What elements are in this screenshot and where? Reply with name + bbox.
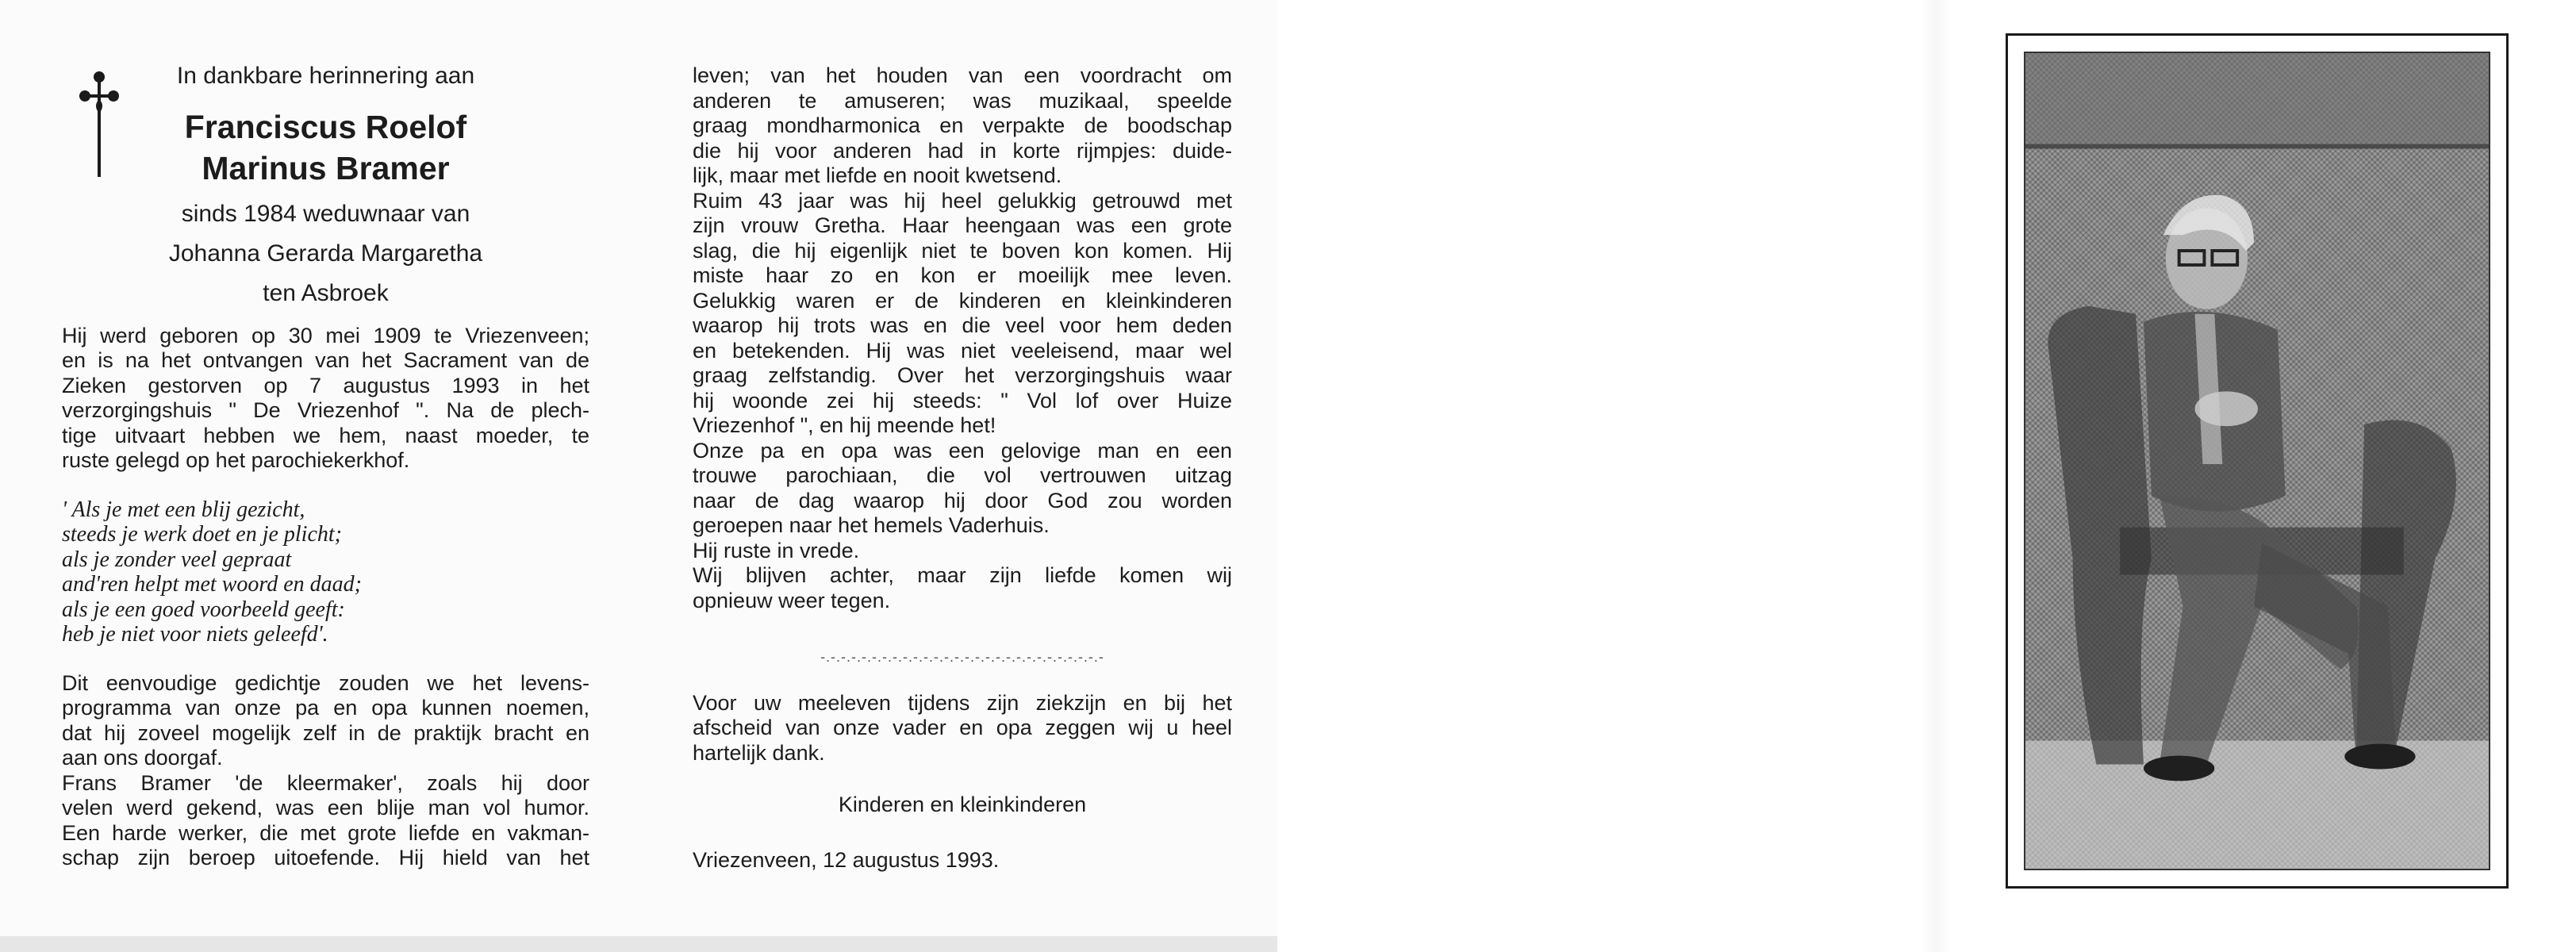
poem-line: and'ren helpt met woord en daad; — [62, 572, 362, 597]
text-line: Ruim 43 jaar was hij heel gelukkig getrouwd met — [693, 188, 1232, 213]
poem-line: als je zonder veel gepraat — [62, 547, 292, 572]
fold-line — [1920, 0, 1952, 952]
text-line: Hij ruste in vrede. — [693, 538, 860, 562]
text-line: Een harde werker, die met grote liefde en vakman- — [62, 820, 589, 845]
text-line: programma van onze pa en opa kunnen noemen, — [62, 696, 589, 720]
text-line: aan ons doorgaf. — [62, 746, 223, 770]
text-line: Wij blijven achter, maar zijn liefde komen wij — [693, 563, 1232, 587]
widower-since: sinds 1984 weduwnaar van — [181, 200, 470, 227]
spouse-name-line1: Johanna Gerarda Margaretha — [168, 240, 483, 267]
text-line: zijn vrouw Gretha. Haar heengaan was een grote — [693, 213, 1232, 237]
card-edge — [0, 936, 1277, 952]
text-line: slag, die hij eigenlijk niet te boven kon komen. Hij — [693, 238, 1232, 263]
biography-paragraph — [62, 324, 589, 474]
text-line: geroepen naar het hemels Vaderhuis. — [693, 513, 1050, 537]
portrait-illustration — [2025, 53, 2489, 869]
poem-line: steeds je werk doet en je plicht; — [62, 522, 342, 547]
text-line: hartelijk dank. — [693, 740, 825, 765]
text-line: trouwe parochiaan, die vol vertrouwen uitzag — [693, 463, 1232, 487]
deceased-name-line2: Marinus Bramer — [202, 149, 450, 186]
continued-paragraph — [693, 63, 1232, 613]
text-line: Dit eenvoudige gedichtje zouden we het levens- — [62, 670, 589, 695]
spouse-name-line2: ten Asbroek — [263, 279, 389, 306]
left-column — [62, 63, 589, 871]
text-line: hij woonde zei hij steeds: " Vol lof over Huize — [693, 388, 1232, 413]
deceased-name-line1: Franciscus Roelof — [184, 108, 467, 145]
photo-frame — [2006, 33, 2509, 889]
text-line: ruste gelegd op het parochiekerkhof. — [62, 448, 410, 472]
thanks-paragraph — [693, 691, 1232, 766]
text-line: leven; van het houden van een voordracht om — [693, 63, 1232, 87]
text-line: dat hij zoveel mogelijk zelf in de praktijk bracht en — [62, 720, 589, 745]
place-and-date: Vriezenveen, 12 augustus 1993. — [693, 847, 1000, 872]
text-line: velen werd gekend, was een blije man vol humor. — [62, 796, 589, 820]
text-line: anderen te amuseren; was muzikaal, speelde — [693, 88, 1232, 113]
text-line: miste haar zo en kon er moeilijk mee leven. — [693, 263, 1232, 287]
poem — [62, 497, 589, 647]
text-line: schap zijn beroep uitoefende. Hij hield van het — [62, 846, 589, 869]
signature: Kinderen en kleinkinderen — [838, 793, 1087, 816]
text-line: en is na het ontvangen van het Sacrament van de — [62, 348, 589, 372]
intro-text: In dankbare herinnering aan — [176, 63, 475, 89]
dotted-divider: -.-.-.-.-.-.-.-.-.-.-.-.-.-.-.-.-.-.-.-.-.-.-.-.-.-.-.- — [820, 649, 1104, 665]
text-line: naar de dag waarop hij door God zou worden — [693, 488, 1232, 512]
text-line: verzorgingshuis " De Vriezenhof ". Na de plech- — [62, 398, 589, 422]
text-line: lijk, maar met liefde en nooit kwetsend. — [693, 163, 1062, 187]
text-line: die hij voor anderen had in korte rijmpjes: duide- — [693, 138, 1232, 163]
text-line: Vriezenhof ", en hij meende het! — [693, 413, 996, 437]
text-line: graag zelfstandig. Over het verzorgingshuis waar — [693, 363, 1232, 387]
text-line: en betekenden. Hij was niet veeleisend, maar wel — [693, 338, 1232, 363]
text-line: afscheid van onze vader en opa zeggen wij u heel — [693, 716, 1232, 739]
text-line: Gelukkig waren er de kinderen en kleinkinderen — [693, 288, 1232, 313]
life-paragraph — [62, 671, 589, 871]
portrait-photo — [2024, 52, 2490, 870]
text-line: opnieuw weer tegen. — [693, 588, 891, 612]
text-line: Hij werd geboren op 30 mei 1909 te Vriezenveen; — [62, 323, 589, 347]
text-line: Frans Bramer 'de kleermaker', zoals hij door — [62, 770, 589, 795]
poem-line: ' Als je met een blij gezicht, — [62, 497, 305, 522]
text-line: Onze pa en opa was een gelovige man en een — [693, 438, 1232, 463]
text-line: graag mondharmonica en verpakte de boodschap — [693, 113, 1232, 137]
poem-line: als je een goed voorbeeld geeft: — [62, 597, 345, 622]
text-line: Voor uw meeleven tijdens zijn ziekzijn en bij het — [693, 690, 1232, 715]
text-line: Zieken gestorven op 7 augustus 1993 in het — [62, 373, 589, 397]
poem-line: heb je niet voor niets geleefd'. — [62, 622, 328, 647]
text-line: waarop hij trots was en die veel voor hem deden — [693, 313, 1232, 337]
right-column — [693, 63, 1232, 873]
text-line: tige uitvaart hebben we hem, naast moeder, te — [62, 423, 589, 447]
